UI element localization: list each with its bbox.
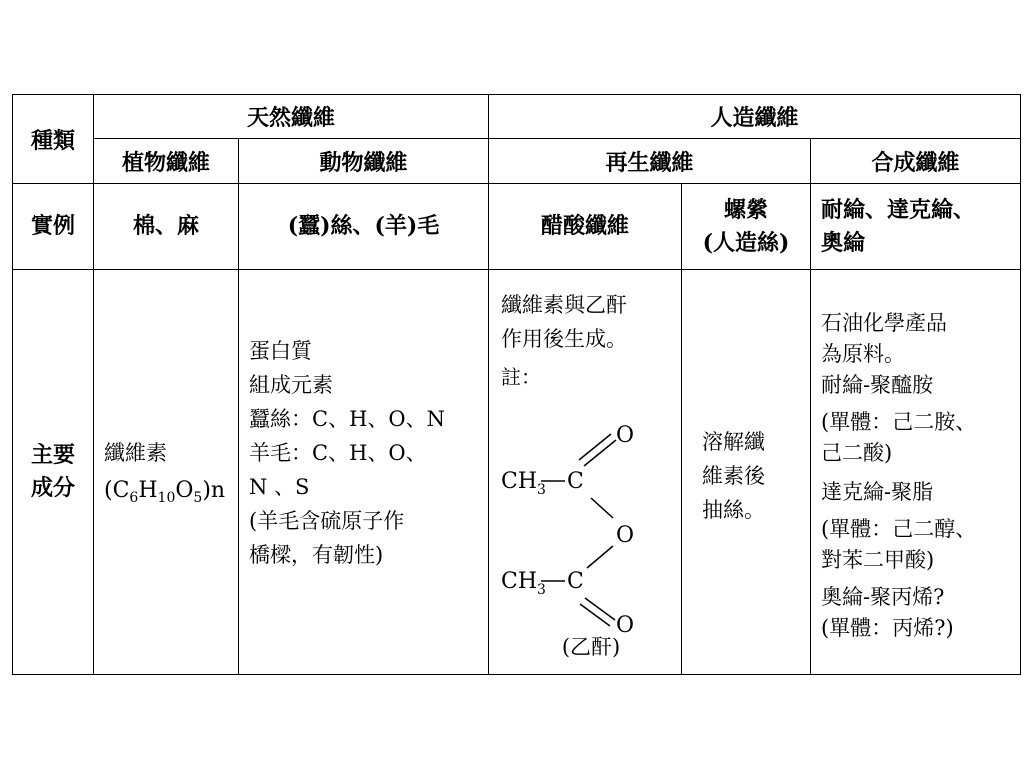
synthetic-composition-line: 奧綸-聚丙烯? bbox=[821, 585, 945, 609]
synthetic-examples bbox=[811, 184, 1021, 270]
rayon-composition-line: 溶解纖 bbox=[702, 430, 766, 454]
animal-composition-line: N 、S bbox=[249, 475, 310, 499]
synthetic-composition-line: 達克綸-聚脂 bbox=[821, 480, 934, 504]
rayon-alias: (人造絲) bbox=[702, 229, 790, 256]
rayon-composition bbox=[682, 270, 811, 675]
acetate-note-label: 註： bbox=[501, 365, 542, 389]
animal-composition-line: 蛋白質 bbox=[249, 339, 312, 363]
bridging-oxygen: O bbox=[616, 523, 635, 548]
plant-examples: 棉、麻 bbox=[94, 184, 239, 270]
fibre-classification-table bbox=[12, 94, 1021, 675]
synthetic-composition-line: (單體：丙烯?) bbox=[821, 616, 954, 640]
methyl-group-bottom: $CH_3$ bbox=[501, 569, 546, 598]
synthetic-composition-line: 為原料。 bbox=[821, 342, 906, 366]
carbonyl-oxygen-top: O bbox=[616, 423, 635, 448]
animal-composition bbox=[239, 270, 489, 675]
synthetic-composition-line: 己二酸) bbox=[821, 441, 893, 465]
acetate-description-line: 作用後生成。 bbox=[501, 327, 628, 351]
synthetic-composition bbox=[811, 270, 1021, 675]
cellulose-formula: $(C_6H_{10}O_5)n$ bbox=[104, 478, 226, 506]
carbonyl-carbon-top: C bbox=[567, 469, 584, 494]
corner-label: 種類 bbox=[13, 95, 94, 184]
anhydride-caption: (乙酐) bbox=[561, 635, 621, 659]
animal-examples: (蠶)絲、(羊)毛 bbox=[239, 184, 489, 270]
animal-composition-line: 蠶絲：C、H、O、N bbox=[249, 407, 445, 431]
plant-fibre-header: 植物纖維 bbox=[94, 139, 239, 184]
acetate-examples: 醋酸纖維 bbox=[489, 184, 682, 270]
composition-label-line2: 成分 bbox=[30, 475, 75, 501]
synthetic-composition-line: 對苯二甲酸) bbox=[821, 548, 935, 572]
synthetic-composition-line: 石油化學產品 bbox=[821, 311, 948, 335]
composition-label-line1: 主要 bbox=[30, 442, 75, 468]
animal-composition-line: 組成元素 bbox=[249, 373, 333, 397]
animal-fibre-header: 動物纖維 bbox=[239, 139, 489, 184]
acetate-description-line: 纖維素與乙酐 bbox=[501, 293, 628, 317]
synthetic-composition-line: 耐綸-聚醯胺 bbox=[821, 373, 934, 397]
manmade-fibre-header: 人造纖維 bbox=[489, 95, 1021, 139]
carbonyl-carbon-bottom: C bbox=[567, 569, 584, 594]
methyl-group-top: $CH_3$ bbox=[501, 469, 546, 498]
synthetic-fibre-header: 合成纖維 bbox=[811, 139, 1021, 184]
composition-row-label bbox=[13, 270, 94, 675]
synthetic-composition-line: (單體：己二胺、 bbox=[821, 410, 977, 434]
animal-composition-line: 橋樑，有韌性) bbox=[249, 543, 384, 567]
synthetic-examples-line1: 耐綸、達克綸、 bbox=[821, 196, 976, 223]
acetate-composition bbox=[489, 270, 682, 675]
rayon-name: 螺縈 bbox=[724, 196, 769, 223]
rayon-composition-line: 抽絲。 bbox=[702, 498, 766, 522]
acetate-description bbox=[501, 288, 681, 356]
cellulose-label: 纖維素 bbox=[104, 441, 167, 465]
examples-row-label: 實例 bbox=[13, 184, 94, 270]
regenerated-fibre-header: 再生纖維 bbox=[489, 139, 811, 184]
synthetic-composition-line: (單體：己二醇、 bbox=[821, 517, 977, 541]
carbonyl-oxygen-bottom: O bbox=[616, 613, 635, 634]
rayon-composition-line: 維素後 bbox=[702, 464, 766, 488]
rayon-examples bbox=[682, 184, 811, 270]
plant-composition bbox=[94, 270, 239, 675]
animal-composition-line: (羊毛含硫原子作 bbox=[249, 509, 405, 533]
natural-fibre-header: 天然纖維 bbox=[94, 95, 489, 139]
animal-composition-line: 羊毛：C、H、O、 bbox=[249, 441, 427, 465]
acetic-anhydride-structure bbox=[501, 394, 671, 634]
synthetic-examples-line2: 奧綸 bbox=[821, 229, 866, 256]
